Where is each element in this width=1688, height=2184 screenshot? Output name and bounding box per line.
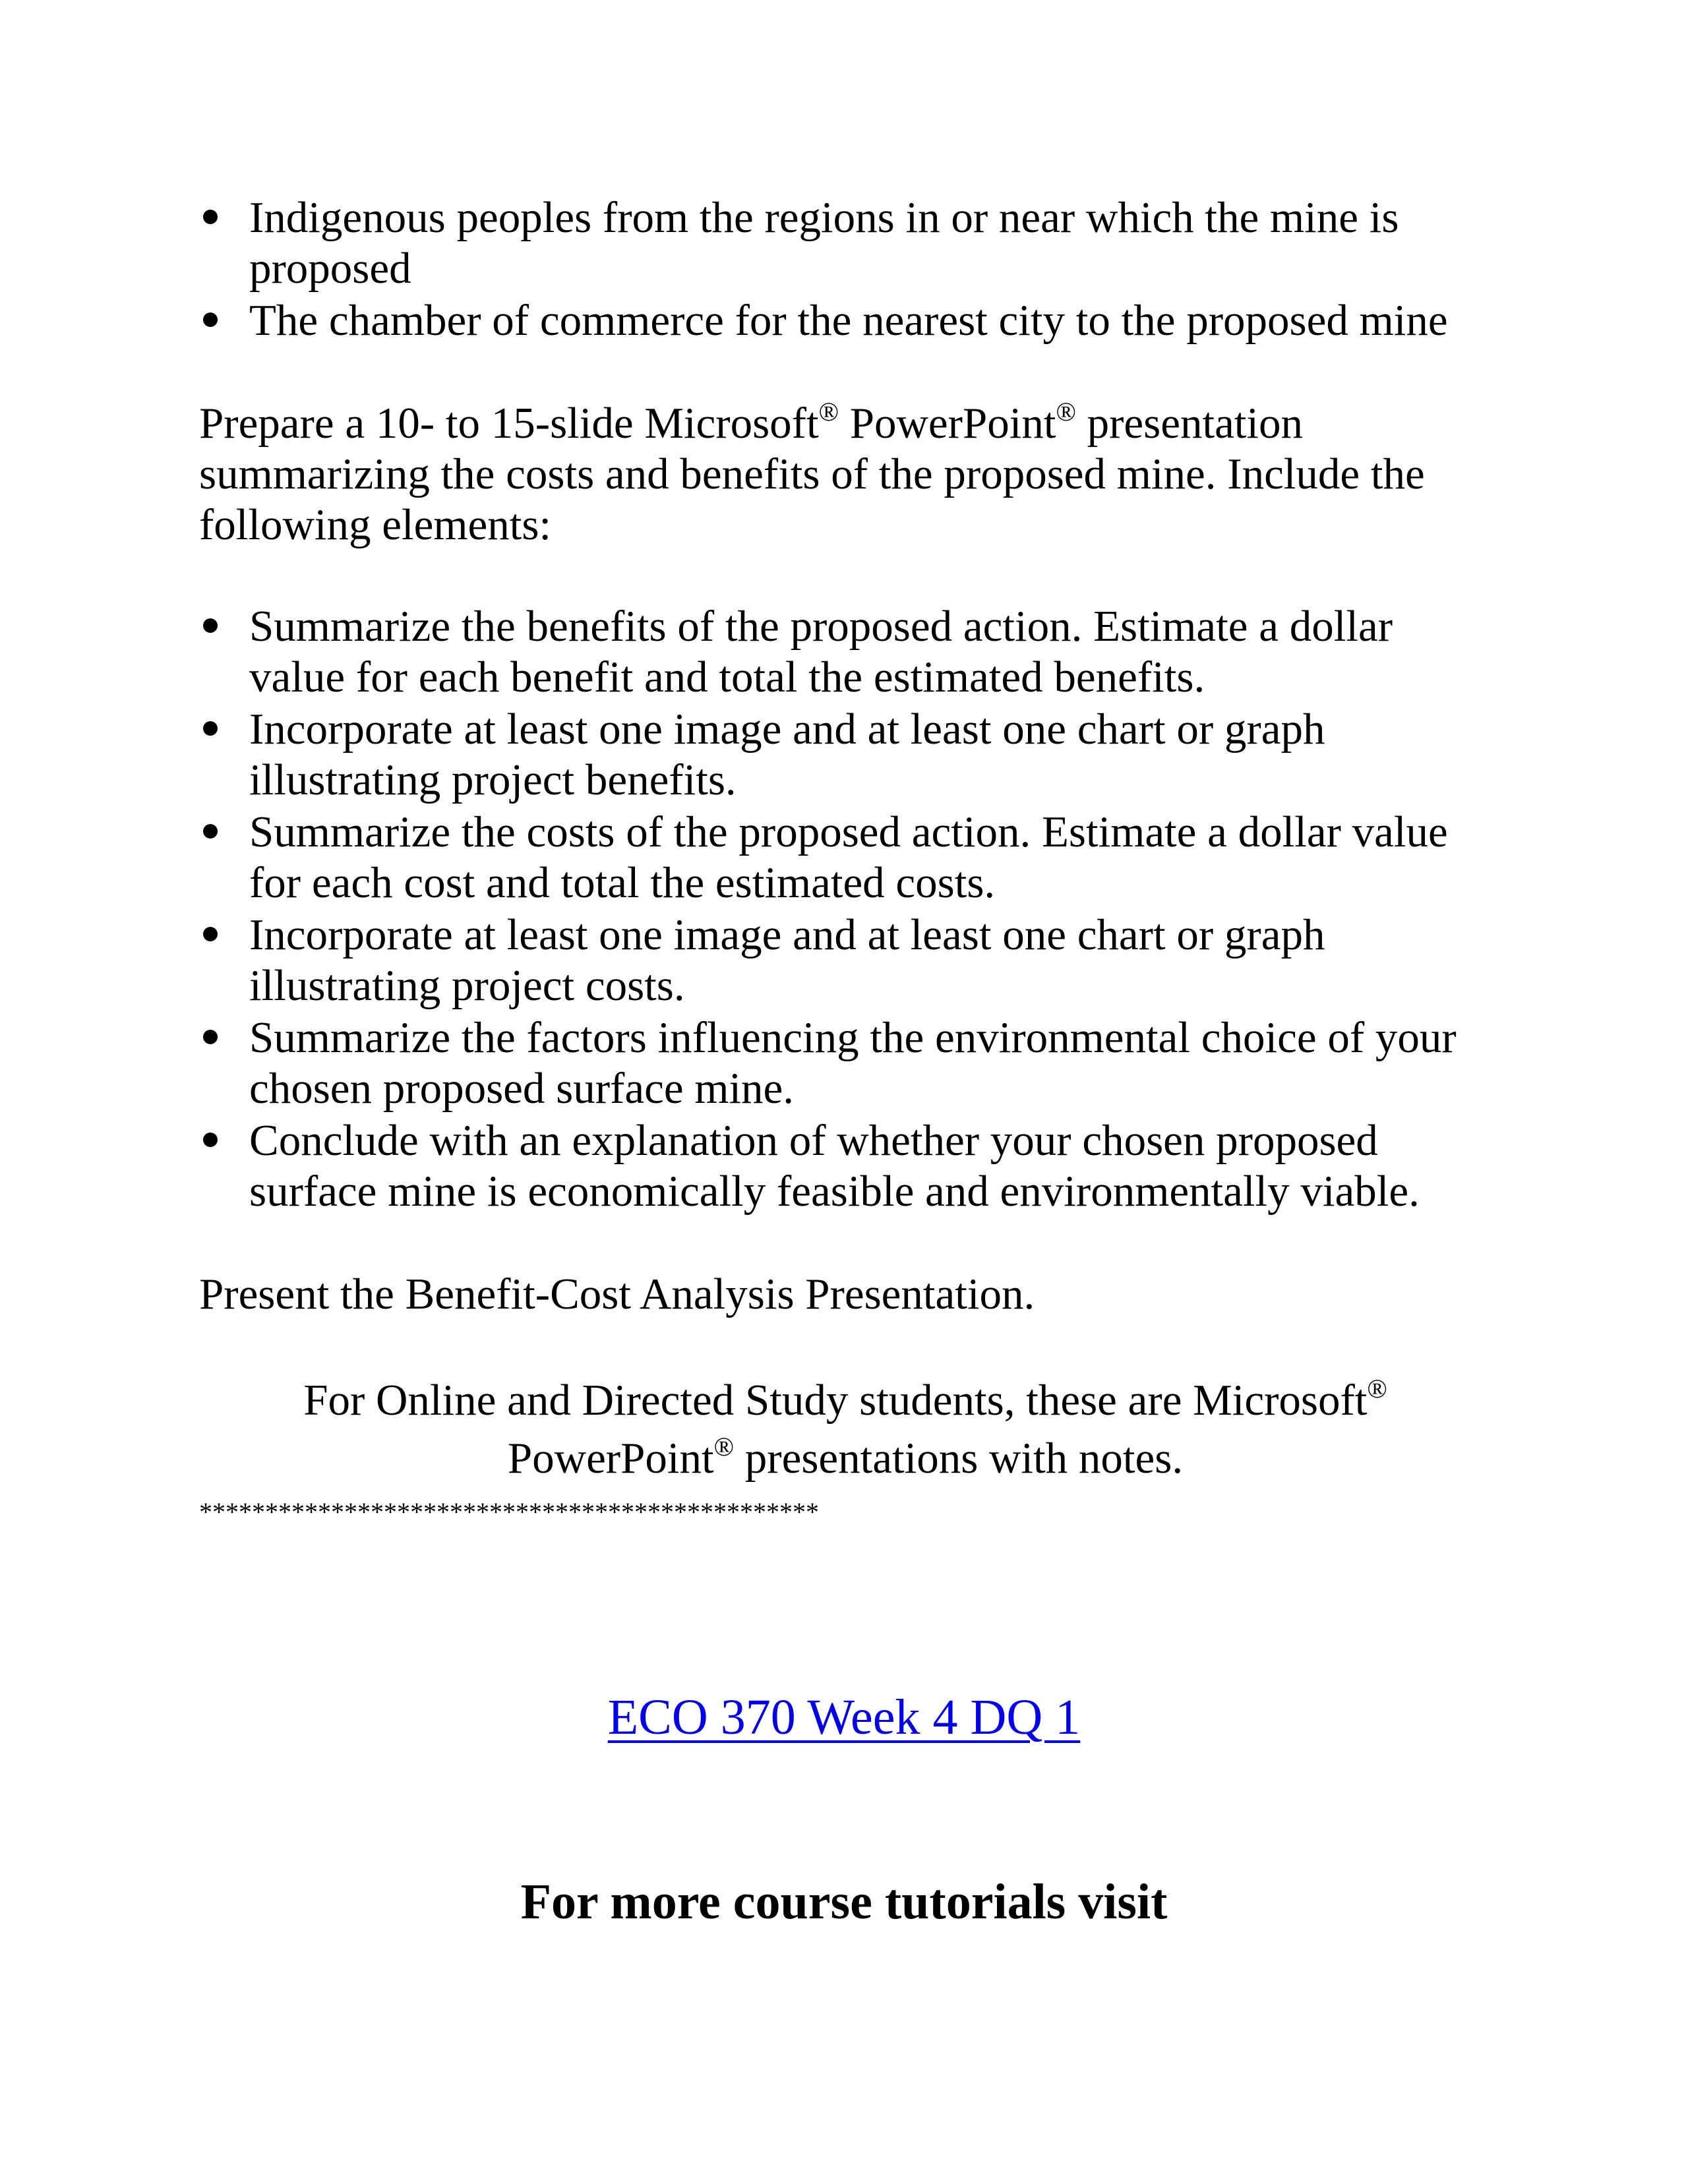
bullet-icon bbox=[203, 312, 218, 327]
bullet-icon bbox=[203, 824, 218, 839]
list-item bbox=[199, 601, 1492, 703]
bullet-icon bbox=[203, 1030, 218, 1044]
list-item bbox=[199, 910, 1492, 1011]
note-text-2: PowerPoint bbox=[507, 1434, 714, 1483]
list-item bbox=[199, 295, 1492, 346]
list-item-text: Summarize the costs of the proposed action. Estimate a dollar value for each cost and total the estimated costs. bbox=[249, 808, 1448, 907]
prepare-text-2: PowerPoint bbox=[839, 399, 1056, 448]
note-text-3: presentations with notes. bbox=[734, 1434, 1184, 1483]
footer-heading: For more course tutorials visit bbox=[520, 1874, 1168, 1930]
list-item bbox=[199, 192, 1492, 294]
prepare-text-1: Prepare a 10- to 15-slide Microsoft bbox=[199, 399, 819, 448]
stakeholder-list bbox=[199, 192, 1492, 346]
course-link[interactable]: ECO 370 Week 4 DQ 1 bbox=[607, 1690, 1081, 1745]
list-item bbox=[199, 704, 1492, 806]
list-item-text: Conclude with an explanation of whether your chosen proposed surface mine is economically feasible and environmentally viable. bbox=[249, 1116, 1420, 1216]
registered-mark: ® bbox=[818, 397, 839, 427]
list-item bbox=[199, 807, 1492, 908]
elements-list bbox=[199, 601, 1492, 1217]
separator-stars: *********************************************** bbox=[199, 1497, 819, 1527]
bullet-icon bbox=[203, 721, 218, 736]
bullet-icon bbox=[203, 927, 218, 941]
registered-mark: ® bbox=[1056, 397, 1076, 427]
document-body bbox=[199, 192, 1492, 1525]
list-item-text: Indigenous peoples from the regions in or near which the mine is proposed bbox=[249, 193, 1399, 293]
list-item-text: Incorporate at least one image and at least one chart or graph illustrating project costs. bbox=[249, 910, 1325, 1010]
link-container bbox=[0, 1688, 1688, 1747]
bullet-icon bbox=[203, 618, 218, 633]
list-item-text: Incorporate at least one image and at least one chart or graph illustrating project benefits. bbox=[249, 705, 1325, 804]
list-item bbox=[199, 1013, 1492, 1114]
note-text-1: For Online and Directed Study students, these are Microsoft bbox=[303, 1376, 1368, 1425]
note-paragraph bbox=[199, 1371, 1492, 1487]
present-paragraph: Present the Benefit-Cost Analysis Presentation. bbox=[199, 1270, 1035, 1318]
prepare-text-3: presentation summarizing the costs and benefits of the proposed mine. Include the following elements: bbox=[199, 399, 1425, 549]
registered-mark: ® bbox=[713, 1432, 735, 1461]
prepare-paragraph bbox=[199, 398, 1492, 550]
bullet-icon bbox=[203, 1133, 218, 1147]
list-item-text: The chamber of commerce for the nearest city to the proposed mine bbox=[249, 296, 1448, 345]
list-item-text: Summarize the benefits of the proposed action. Estimate a dollar value for each benefit and total the estimated benefits. bbox=[249, 602, 1393, 701]
list-item-text: Summarize the factors influencing the environmental choice of your chosen proposed surface mine. bbox=[249, 1013, 1457, 1113]
registered-mark: ® bbox=[1367, 1374, 1387, 1403]
bullet-icon bbox=[203, 210, 218, 224]
list-item bbox=[199, 1115, 1492, 1217]
